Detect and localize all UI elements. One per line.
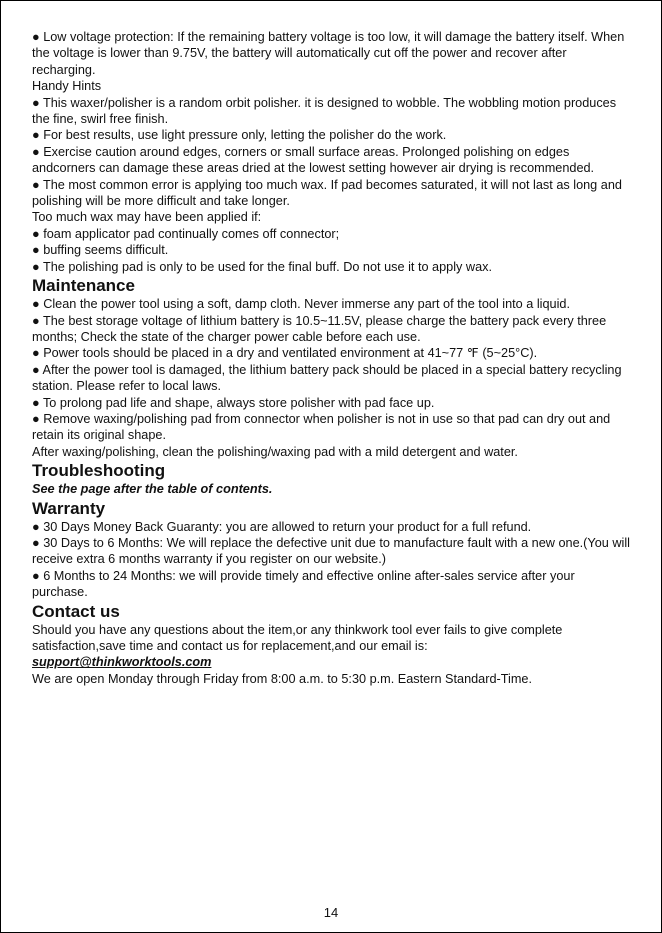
hint-too-much-wax: ● The most common error is applying too much wax. If pad becomes saturated, it will not last as long and polishing will be more difficult and take longer. (32, 177, 622, 209)
hint-edges-caution: ● Exercise caution around edges, corners or small surface areas. Prolonged polishing on edges andcorners can damage these areas dried at the lowest setting however air drying is recommended. (32, 144, 595, 176)
maintenance-item: After waxing/polishing, clean the polishing/waxing pad with a mild detergent and water. (32, 444, 518, 459)
hint-final-buff: ● The polishing pad is only to be used for the final buff. Do not use it to apply wax. (32, 259, 492, 274)
too-much-wax-heading: Too much wax may have been applied if: (32, 210, 262, 225)
maintenance-item: ● To prolong pad life and shape, always store polisher with pad face up. (32, 395, 435, 410)
maintenance-item: ● The best storage voltage of lithium battery is 10.5~11.5V, please charge the battery pack every three months; Check the state of the charger power cable before each use. (32, 313, 607, 344)
troubleshooting-note: See the page after the table of contents. (32, 482, 273, 497)
contact-heading: Contact us (32, 601, 120, 621)
handy-hints-heading: Handy Hints (32, 79, 102, 94)
hint-random-orbit: ● This waxer/polisher is a random orbit polisher. it is designed to wobble. The wobbling motion produces the fine, swirl free finish. (32, 95, 617, 127)
contact-hours: We are open Monday through Friday from 8:00 a.m. to 5:30 p.m. Eastern Standard-Time. (32, 671, 532, 686)
sign-buffing-difficult: ● buffing seems difficult. (32, 243, 169, 258)
maintenance-item: ● Power tools should be placed in a dry and ventilated environment at 41~77 ℉ (5~25°C). (32, 346, 538, 361)
hint-light-pressure: ● For best results, use light pressure only, letting the polisher do the work. (32, 128, 447, 143)
warranty-heading: Warranty (32, 498, 106, 518)
contact-text: Should you have any questions about the item,or any thinkwork tool ever fails to give complete satisfaction,save time and contact us for replacement,and our email is: (32, 622, 563, 653)
support-email-link[interactable]: support@thinkworktools.com (32, 655, 212, 670)
maintenance-item: ● Remove waxing/polishing pad from connector when polisher is not in use so that pad can dry out and retain its original shape. (32, 411, 611, 443)
maintenance-item: ● After the power tool is damaged, the lithium battery pack should be placed in a special battery recycling station. Please refer to local laws. (32, 362, 622, 394)
warranty-item: ● 6 Months to 24 Months: we will provide timely and effective online after-sales service after your purchase. (32, 568, 575, 600)
page-content (32, 29, 632, 687)
sign-pad-comes-off: ● foam applicator pad continually comes off connector; (32, 226, 340, 241)
troubleshooting-heading: Troubleshooting (32, 461, 166, 481)
low-voltage-protection: ● Low voltage protection: If the remaining battery voltage is too low, it will damage the battery itself. When the voltage is lower than 9.75V, the battery will automatically cut off the power and recover after recharging. (32, 30, 625, 77)
warranty-item: ● 30 Days Money Back Guaranty: you are allowed to return your product for a full refund. (32, 519, 532, 534)
maintenance-heading: Maintenance (32, 276, 135, 296)
maintenance-item: ● Clean the power tool using a soft, damp cloth. Never immerse any part of the tool into a liquid. (32, 297, 570, 312)
page-number: 14 (323, 905, 339, 920)
warranty-item: ● 30 Days to 6 Months: We will replace the defective unit due to manufacture fault with a new one.(You will receive extra 6 months warranty if you register on our website.) (32, 535, 630, 567)
